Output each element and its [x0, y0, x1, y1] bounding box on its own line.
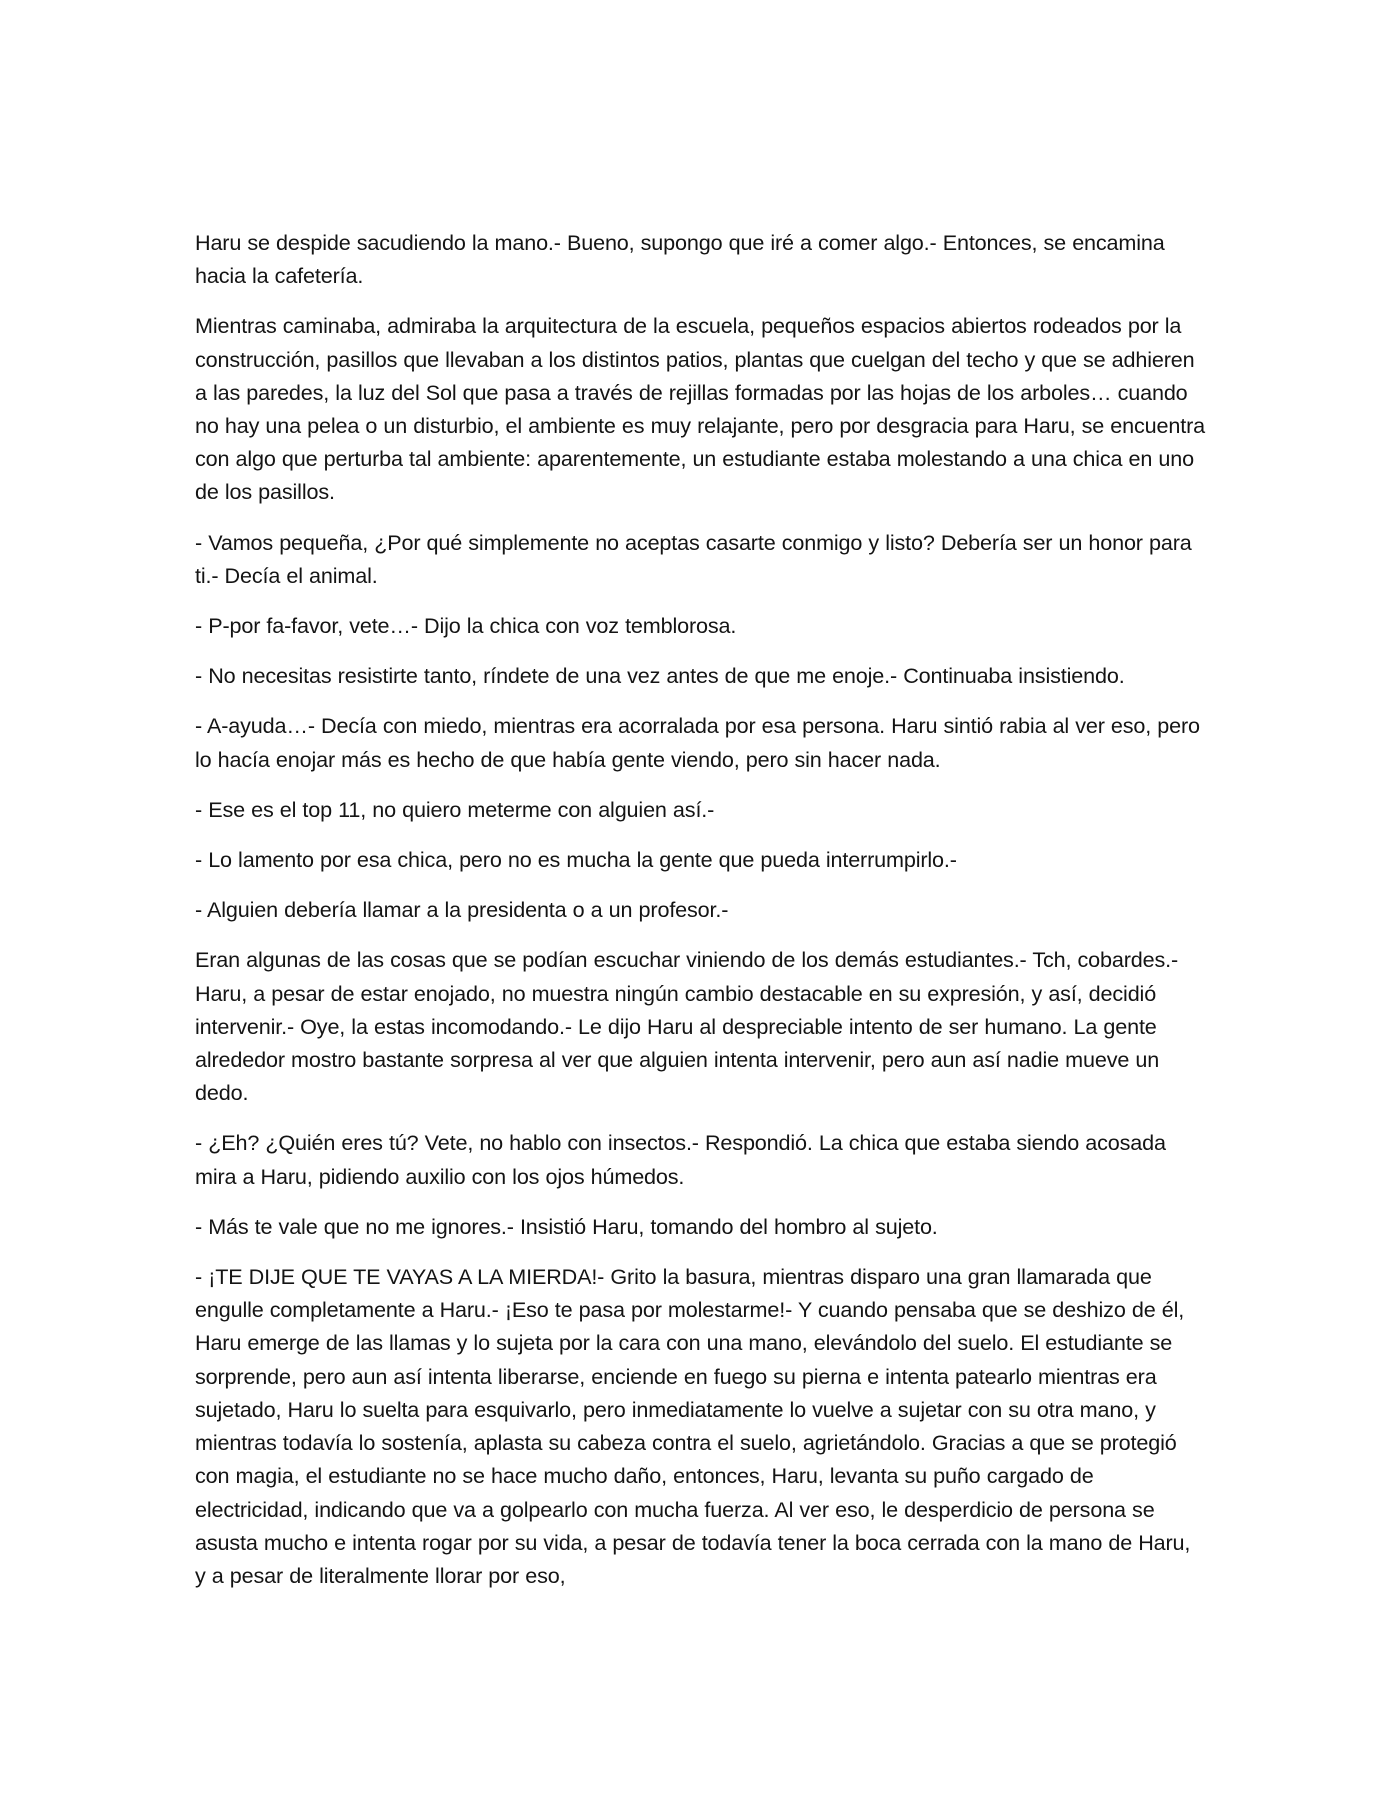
paragraph: - A-ayuda…- Decía con miedo, mientras era acorralada por esa persona. Haru sintió rabia al ver eso, pero lo hacía enojar más es hecho de que había gente viendo, pero sin hacer nada. [195, 713, 1200, 772]
paragraph: - Más te vale que no me ignores.- Insistió Haru, tomando del hombro al sujeto. [195, 1213, 938, 1239]
paragraph: - No necesitas resistirte tanto, ríndete de una vez antes de que me enoje.- Continuaba insistiendo. [195, 663, 1125, 689]
paragraph: - Ese es el top 11, no quiero meterme con alguien así.- [195, 796, 715, 822]
paragraph: - Lo lamento por esa chica, pero no es mucha la gente que pueda interrumpirlo.- [195, 847, 957, 873]
paragraph: Haru se despide sacudiendo la mano.- Bueno, supongo que iré a comer algo.- Entonces, se encamina hacia la cafetería. [195, 230, 1165, 289]
paragraph: - Alguien debería llamar a la presidenta o a un profesor.- [195, 897, 729, 923]
paragraph: Eran algunas de las cosas que se podían escuchar viniendo de los demás estudiantes.- Tch, cobardes.- Haru, a pesar de estar enojado, no muestra ningún cambio destacable en su expresión, y así, decidió intervenir.- Oye, la estas incomodando.- Le dijo Haru al despreciable intento de ser humano. La gente alrededor mostro bastante sorpresa al ver que alguien intenta intervenir, pero aun así nadie mueve un dedo. [195, 947, 1179, 1106]
paragraph: Mientras caminaba, admiraba la arquitectura de la escuela, pequeños espacios abiertos rodeados por la construcción, pasillos que llevaban a los distintos patios, plantas que cuelgan del techo y que se adhieren a las paredes, la luz del Sol que pasa a través de rejillas formadas por las hojas de los arboles… cuando no hay una pelea o un disturbio, el ambiente es muy relajante, pero por desgracia para Haru, se encuentra con algo que perturba tal ambiente: aparentemente, un estudiante estaba molestando a una chica en uno de los pasillos. [195, 313, 1205, 505]
paragraph: - Vamos pequeña, ¿Por qué simplemente no aceptas casarte conmigo y listo? Debería ser un honor para ti.- Decía el animal. [195, 529, 1192, 588]
paragraph: - ¿Eh? ¿Quién eres tú? Vete, no hablo con insectos.- Respondió. La chica que estaba siendo acosada mira a Haru, pidiendo auxilio con los ojos húmedos. [195, 1130, 1166, 1189]
body-text [195, 226, 1205, 1609]
paragraph: - ¡TE DIJE QUE TE VAYAS A LA MIERDA!- Grito la basura, mientras disparo una gran llamarada que engulle completamente a Haru.- ¡Eso te pasa por molestarme!- Y cuando pensaba que se deshizo de él, Haru emerge de las llamas y lo sujeta por la cara con una mano, elevándolo del suelo. El estudiante se sorprende, pero aun así intenta liberarse, enciende en fuego su pierna e intenta patearlo mientras era sujetado, Haru lo suelta para esquivarlo, pero inmediatamente lo vuelve a sujetar con su otra mano, y mientras todavía lo sostenía, aplasta su cabeza contra el suelo, agrietándolo. Gracias a que se protegió con magia, el estudiante no se hace mucho daño, entonces, Haru, levanta su puño cargado de electricidad, indicando que va a golpearlo con mucha fuerza. Al ver eso, le desperdicio de persona se asusta mucho e intenta rogar por su vida, a pesar de todavía tener la boca cerrada con la mano de Haru, y a pesar de literalmente llorar por eso, [195, 1264, 1191, 1588]
paragraph: - P-por fa-favor, vete…- Dijo la chica con voz temblorosa. [195, 613, 737, 639]
